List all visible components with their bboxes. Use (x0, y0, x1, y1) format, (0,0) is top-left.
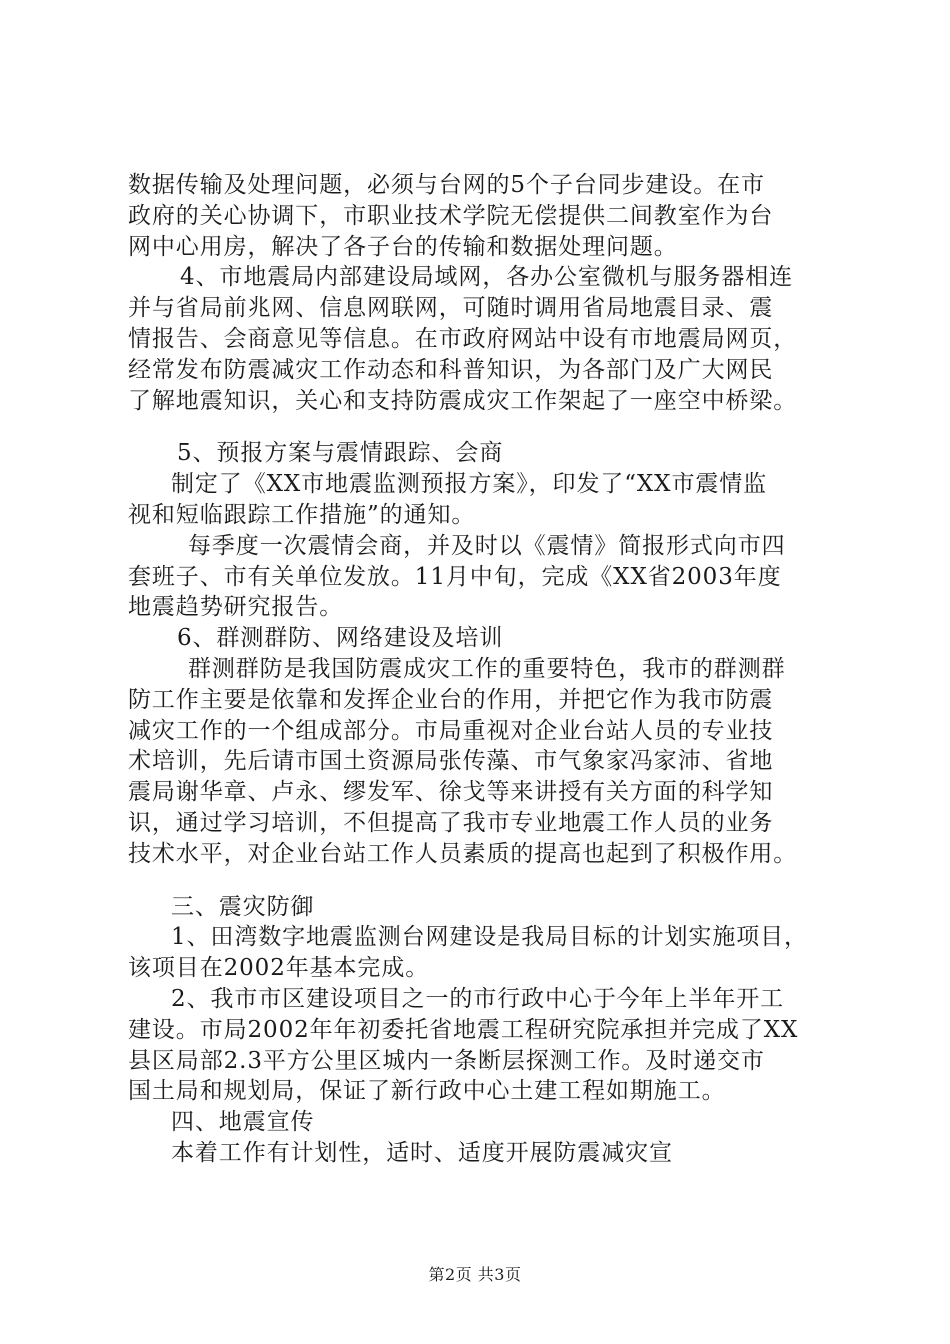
text-line: 2、我市市区建设项目之一的市行政中心于今年上半年开工 (171, 985, 785, 1012)
section-heading: 5、预报方案与震情跟踪、会商 (177, 440, 504, 467)
text-line: 该项目在2002年基本完成。 (128, 955, 430, 982)
text-line: 减灾工作的一个组成部分。市局重视对企业台站人员的专业技 (128, 717, 774, 744)
text-line: 视和短临跟踪工作措施”的通知。 (128, 501, 476, 528)
text-line: 1、田湾数字地震监测台网建设是我局目标的计划实施项目， (171, 924, 808, 951)
text-line: 网中心用房，解决了各子台的传输和数据处理问题。 (128, 233, 678, 260)
text-line: 县区局部2.3平方公里区城内一条断层探测工作。及时递交市 (128, 1047, 765, 1074)
text-line: 每季度一次震情会商，并及时以《震情》简报形式向市四 (188, 532, 786, 559)
text-line: 4、市地震局内部建设局域网，各办公室微机与服务器相连 (180, 264, 794, 291)
text-line: 套班子、市有关单位发放。11月中旬，完成《XX省2003年度 (128, 563, 782, 590)
text-line: 地震趋势研究报告。 (128, 594, 344, 621)
text-line: 经常发布防震减灾工作动态和科普知识，为各部门及广大网民 (128, 356, 774, 383)
text-line: 国土局和规划局，保证了新行政中心土建工程如期施工。 (128, 1078, 726, 1105)
section-heading: 6、群测群防、网络建设及培训 (177, 625, 504, 652)
text-line: 制定了《XX市地震监测预报方案》，印发了“XX市震情监 (171, 471, 768, 498)
text-line: 技术水平，对企业台站工作人员素质的提高也起到了积极作用。 (128, 840, 798, 867)
text-line: 本着工作有计划性，适时、适度开展防震减灾宣 (171, 1139, 673, 1166)
text-line: 识，通过学习培训，不但提高了我市专业地震工作人员的业务 (128, 809, 774, 836)
text-line: 并与省局前兆网、信息网联网，可随时调用省局地震目录、震 (128, 295, 774, 322)
text-line: 防工作主要是依靠和发挥企业台的作用，并把它作为我市防震 (128, 686, 774, 713)
text-line: 群测群防是我国防震成灾工作的重要特色，我市的群测群 (188, 655, 786, 682)
text-line: 震局谢华章、卢永、缪发军、徐戈等来讲授有关方面的科学知 (128, 779, 774, 806)
text-line: 术培训，先后请市国土资源局张传藻、市气象家冯家沛、省地 (128, 748, 774, 775)
section-heading: 四、地震宣传 (171, 1109, 315, 1136)
text-line: 政府的关心协调下，市职业技术学院无偿提供二间教室作为台 (128, 202, 774, 229)
text-line: 了解地震知识，关心和支持防震成灾工作架起了一座空中桥梁。 (128, 387, 798, 414)
text-line: 建设。市局2002年年初委托省地震工程研究院承担并完成了XX (128, 1016, 799, 1043)
section-heading: 三、震灾防御 (171, 893, 315, 920)
text-line: 情报告、会商意见等信息。在市政府网站中设有市地震局网页， (128, 325, 798, 352)
text-line: 数据传输及处理问题，必须与台网的5个子台同步建设。在市 (128, 172, 765, 198)
document-body (128, 170, 848, 1169)
page-footer: 第2页 共3页 (428, 1265, 522, 1284)
